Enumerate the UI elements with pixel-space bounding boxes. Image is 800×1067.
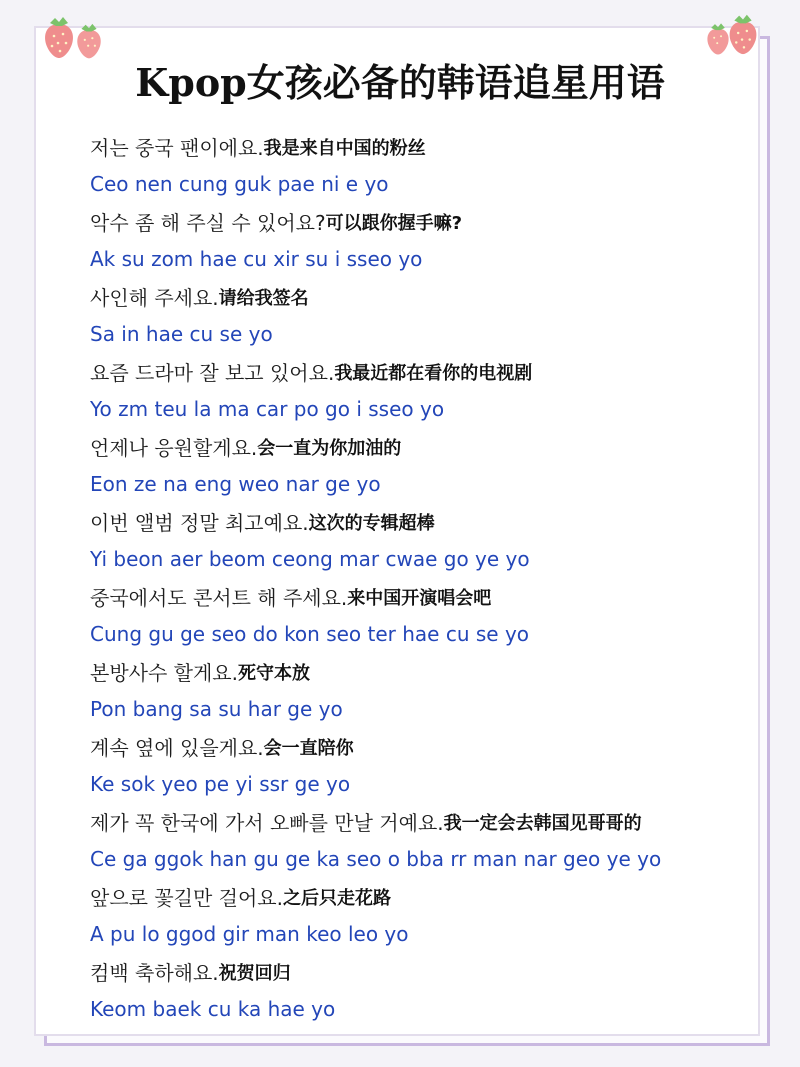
phrase-item [90, 653, 780, 728]
korean-text: 본방사수 할게요. [90, 661, 238, 686]
korean-line [90, 803, 780, 841]
phrase-item [90, 128, 780, 203]
korean-text: 악수 좀 해 주실 수 있어요? [90, 211, 326, 236]
romanization-line: Ceo nen cung guk pae ni e yo [90, 172, 389, 197]
phrase-item [90, 353, 780, 428]
korean-line [90, 503, 780, 541]
korean-text: 요즘 드라마 잘 보고 있어요. [90, 361, 335, 386]
korean-text: 앞으로 꽃길만 걸어요. [90, 886, 283, 911]
phrase-list [90, 128, 780, 1028]
chinese-translation: 可以跟你握手嘛? [325, 212, 463, 234]
romanization-line: A pu lo ggod gir man keo leo yo [90, 922, 409, 947]
romanization-line: Ce ga ggok han gu ge ka seo o bba rr man nar geo ye yo [90, 847, 662, 872]
phrase-item [90, 503, 780, 578]
chinese-translation: 之后只走花路 [282, 887, 391, 909]
korean-text: 중국에서도 콘서트 해 주세요. [90, 586, 348, 611]
korean-text: 계속 옆에 있을게요. [90, 736, 264, 761]
korean-text: 컴백 축하해요. [90, 961, 219, 986]
korean-line [90, 578, 780, 616]
romanization-line: Pon bang sa su har ge yo [90, 697, 343, 722]
phrase-item [90, 803, 780, 878]
korean-line [90, 278, 780, 316]
korean-line [90, 428, 780, 466]
korean-line [90, 653, 780, 691]
romanization-line: Cung gu ge seo do kon seo ter hae cu se yo [90, 622, 530, 647]
korean-line [90, 728, 780, 766]
phrase-item [90, 278, 780, 353]
korean-text: 저는 중국 팬이에요. [90, 136, 264, 161]
korean-line [90, 878, 780, 916]
korean-text: 이번 앨범 정말 최고예요. [90, 511, 309, 536]
korean-line [90, 953, 780, 991]
romanization-line: Sa in hae cu se yo [90, 322, 273, 347]
romanization-line: Keom baek cu ka hae yo [90, 997, 336, 1022]
romanization-line: Eon ze na eng weo nar ge yo [90, 472, 381, 497]
korean-text: 제가 꼭 한국에 가서 오빠를 만날 거예요. [90, 811, 444, 836]
phrase-item [90, 428, 780, 503]
chinese-translation: 会一直陪你 [263, 737, 354, 759]
romanization-line: Ke sok yeo pe yi ssr ge yo [90, 772, 351, 797]
chinese-translation: 会一直为你加油的 [257, 437, 402, 459]
phrase-item [90, 578, 780, 653]
phrase-item [90, 878, 780, 953]
romanization-line: Yi beon aer beom ceong mar cwae go ye yo [90, 547, 530, 572]
chinese-translation: 我是来自中国的粉丝 [263, 137, 426, 159]
chinese-translation: 死守本放 [237, 662, 310, 684]
korean-line [90, 353, 780, 391]
phrase-item [90, 203, 780, 278]
phrase-item [90, 953, 780, 1028]
romanization-line: Yo zm teu la ma car po go i sseo yo [90, 397, 445, 422]
korean-line [90, 203, 780, 241]
korean-text: 사인해 주세요. [90, 286, 219, 311]
strawberry-icon [726, 8, 760, 56]
korean-line [90, 128, 780, 166]
chinese-translation: 来中国开演唱会吧 [347, 587, 492, 609]
korean-text: 언제나 응원할게요. [90, 436, 258, 461]
chinese-translation: 祝贺回归 [218, 962, 291, 984]
chinese-translation: 请给我签名 [218, 287, 309, 309]
chinese-translation: 我一定会去韩国见哥哥的 [443, 812, 642, 834]
page-title: Kpop女孩必备的韩语追星用语 [135, 60, 665, 105]
chinese-translation: 我最近都在看你的电视剧 [334, 362, 533, 384]
phrase-item [90, 728, 780, 803]
romanization-line: Ak su zom hae cu xir su i sseo yo [90, 247, 423, 272]
chinese-translation: 这次的专辑超棒 [308, 512, 435, 534]
